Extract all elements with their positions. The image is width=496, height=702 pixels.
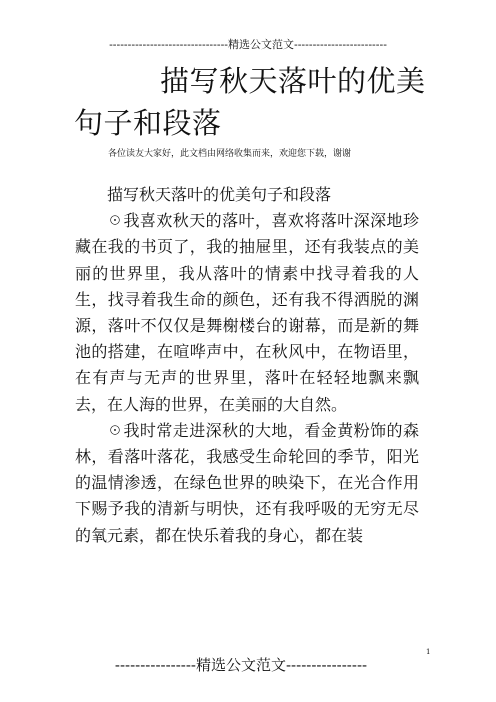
body-paragraph-2: ☉我时常走进深秋的大地，看金黄粉饰的森林，看落叶落花，我感受生命轮回的季节，阳光的温情渗透，在绿色世界的映染下，在光合作用下赐予我的清新与明快，还有我呼吸的无穷无尽的氧元素，都在快乐着我的身心，都在装: [75, 420, 419, 545]
document-body: [75, 182, 419, 549]
page-footer: ----------------精选公文范文----------------: [114, 656, 368, 674]
page-number: 1: [426, 648, 431, 656]
document-title: 描写秋天落叶的优美句子和段落: [74, 64, 426, 140]
body-paragraph-1: ☉我喜欢秋天的落叶，喜欢将落叶深深地珍藏在我的书页了，我的抽屉里，还有我装点的美丽的世界里，我从落叶的情素中找寻着我的人生，找寻着我生命的颜色，还有我不得洒脱的渊源，落叶不仅仅是舞榭楼台的谢幕，而是新的舞池的搭建，在喧哗声中，在秋风中，在物语里，在有声与无声的世界里，落叶在轻轻地飘来飘去，在人海的世界，在美丽的大自然。: [75, 211, 419, 414]
page-header: --------------------------------精选公文范文-------------------------: [109, 38, 387, 51]
body-subtitle: 描写秋天落叶的优美句子和段落: [107, 185, 332, 204]
download-note: 各位读友大家好，此文档由网络收集而来，欢迎您下载，谢谢: [108, 149, 352, 159]
